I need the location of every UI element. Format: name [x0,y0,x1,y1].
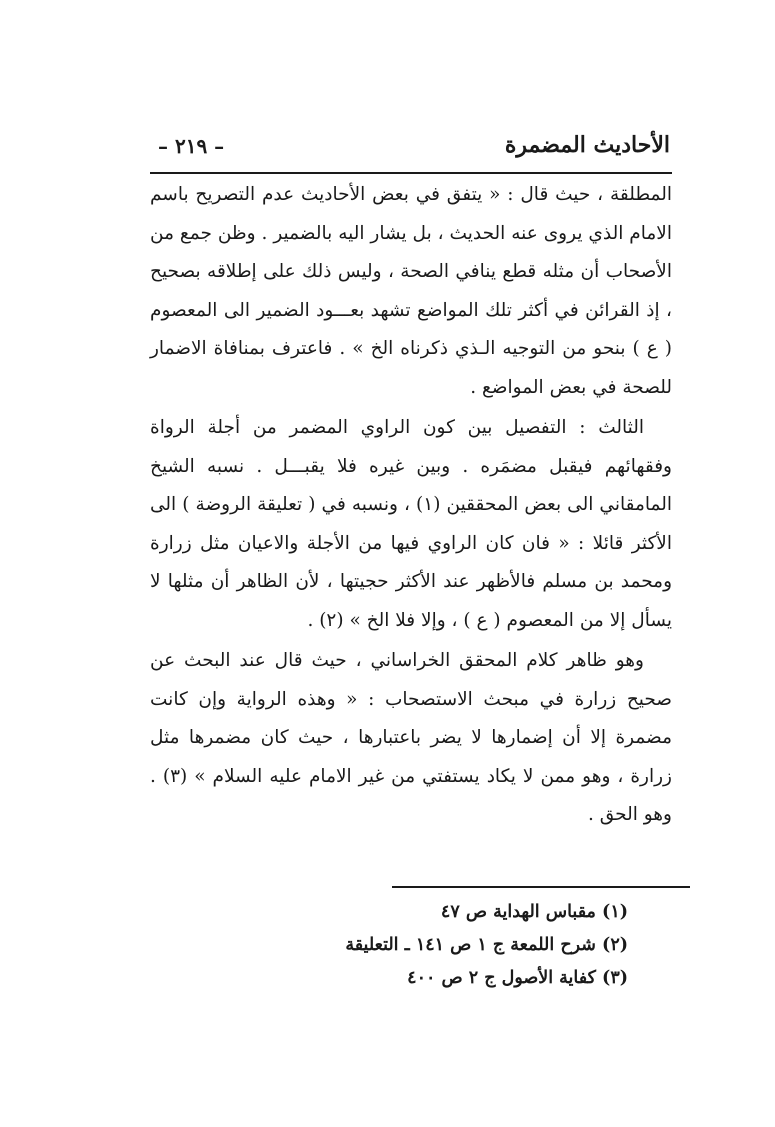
paragraph-2: الثالث : التفصيل بين كون الراوي المضمر من أجلة الرواة وفقهائهم فيقبل مضمَره . وبين غيره فلا يقبـــل . نسبه الشيخ المامقاني الى بعض المحققين (١) ، ونسبه في ( تعليقة الروضة ) الى الأكثر قائلا : « فان كان الراوي فيها من الأجلة والاعيان مثل زرارة ومحمد بن مسلم فالأظهر عند الأكثر حجيتها ، لأن الظاهر أن مثلها لا يسأل إلا من المعصوم ( ع ) ، وإلا فلا الخ » (٢) . [150,417,672,631]
footnote-3: (٣) كفاية الأصول ج ٢ ص ٤٠٠ [407,968,628,988]
footnote-divider [392,886,690,888]
main-text [150,176,672,835]
running-header-title: الأحاديث المضمرة [504,132,670,158]
running-header [150,128,670,168]
paragraph-1: المطلقة ، حيث قال : « يتفق في بعض الأحاديث عدم التصريح باسم الامام الذي يروى عنه الحديث ، بل يشار اليه بالضمير . وظن جمع من الأصحاب أن مثله قطع ينافي الصحة ، وليس ذلك على إطلاقه بصحيح ، إذ القرائن في أكثر تلك المواضع تشهد بعـــود الضمير الى المعصوم ( ع ) بنحو من التوجيه الـذي ذكرناه الخ » . فاعترف بمنافاة الاضمار للصحة في بعض المواضع . [150,184,672,398]
footnote-1: (١) مقباس الهداية ص ٤٧ [440,902,628,922]
footnotes [260,896,628,995]
header-divider [150,172,672,174]
page-number: – ٢١٩ – [158,134,225,158]
footnote-2: (٢) شرح اللمعة ج ١ ص ١٤١ ـ التعليقة [345,935,628,955]
paragraph-3: وهو ظاهر كلام المحقق الخراساني ، حيث قال عند البحث عن صحيح زرارة في مبحث الاستصحاب : « وهذه الرواية وإن كانت مضمرة إلا أن إضمارها لا يضر باعتبارها ، حيث كان مضمرها مثل زرارة ، وهو ممن لا يكاد يستفتي من غير الامام عليه السلام » (٣) . وهو الحق . [150,650,672,825]
